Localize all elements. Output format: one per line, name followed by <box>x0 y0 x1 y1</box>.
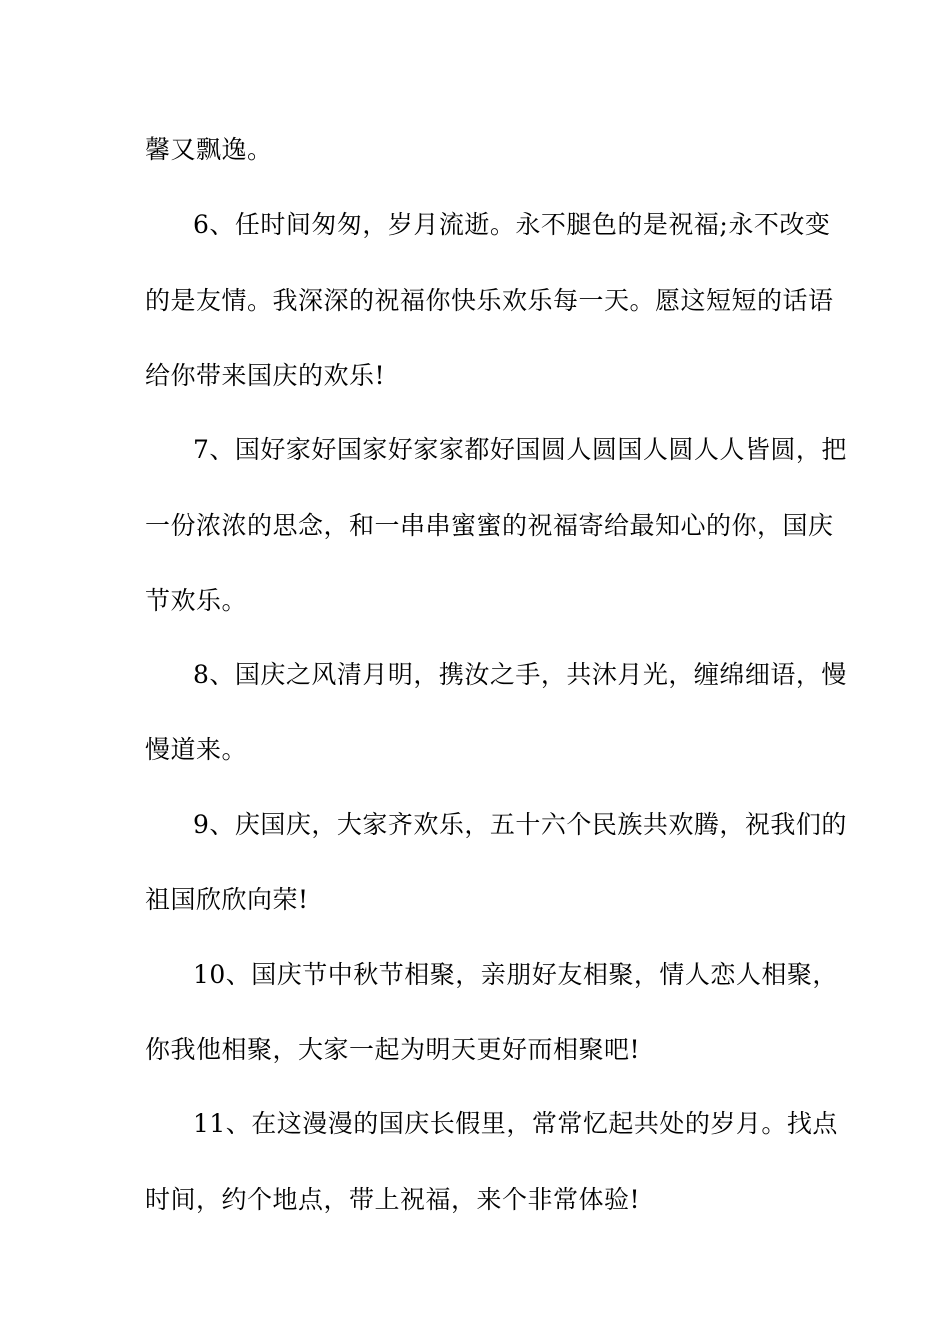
paragraph-11-line-1: 11、在这漫漫的国庆长假里，常常忆起共处的岁月。找点 <box>193 1109 838 1138</box>
paragraph-6-line-3: 给你带来国庆的欢乐! <box>145 361 386 390</box>
paragraph-6-line-2: 的是友情。我深深的祝福你快乐欢乐每一天。愿这短短的话语 <box>145 286 834 315</box>
paragraph-5-line-3: 馨又飘逸。 <box>145 135 273 164</box>
paragraph-10-line-1: 10、国庆节中秋节相聚，亲朋好友相聚，情人恋人相聚， <box>193 960 838 989</box>
paragraph-9-line-1: 9、庆国庆，大家齐欢乐，五十六个民族共欢腾，祝我们的 <box>193 810 847 839</box>
paragraph-9-line-2: 祖国欣欣向荣! <box>145 885 309 914</box>
paragraph-7-line-3: 节欢乐。 <box>145 586 248 615</box>
paragraph-6-line-1: 6、任时间匆匆，岁月流逝。永不腿色的是祝福;永不改变 <box>193 210 831 239</box>
paragraph-10-line-2: 你我他相聚，大家一起为明天更好而相聚吧! <box>145 1035 641 1064</box>
paragraph-11-line-2: 时间，约个地点，带上祝福，来个非常体验! <box>145 1185 641 1214</box>
paragraph-8-line-2: 慢道来。 <box>145 735 248 764</box>
paragraph-7-line-2: 一份浓浓的思念，和一串串蜜蜜的祝福寄给最知心的你，国庆 <box>145 511 834 540</box>
paragraph-7-line-1: 7、国好家好国家好家家都好国圆人圆国人圆人人皆圆，把 <box>193 435 847 464</box>
paragraph-8-line-1: 8、国庆之风清月明，携汝之手，共沐月光，缠绵细语，慢 <box>193 660 847 689</box>
